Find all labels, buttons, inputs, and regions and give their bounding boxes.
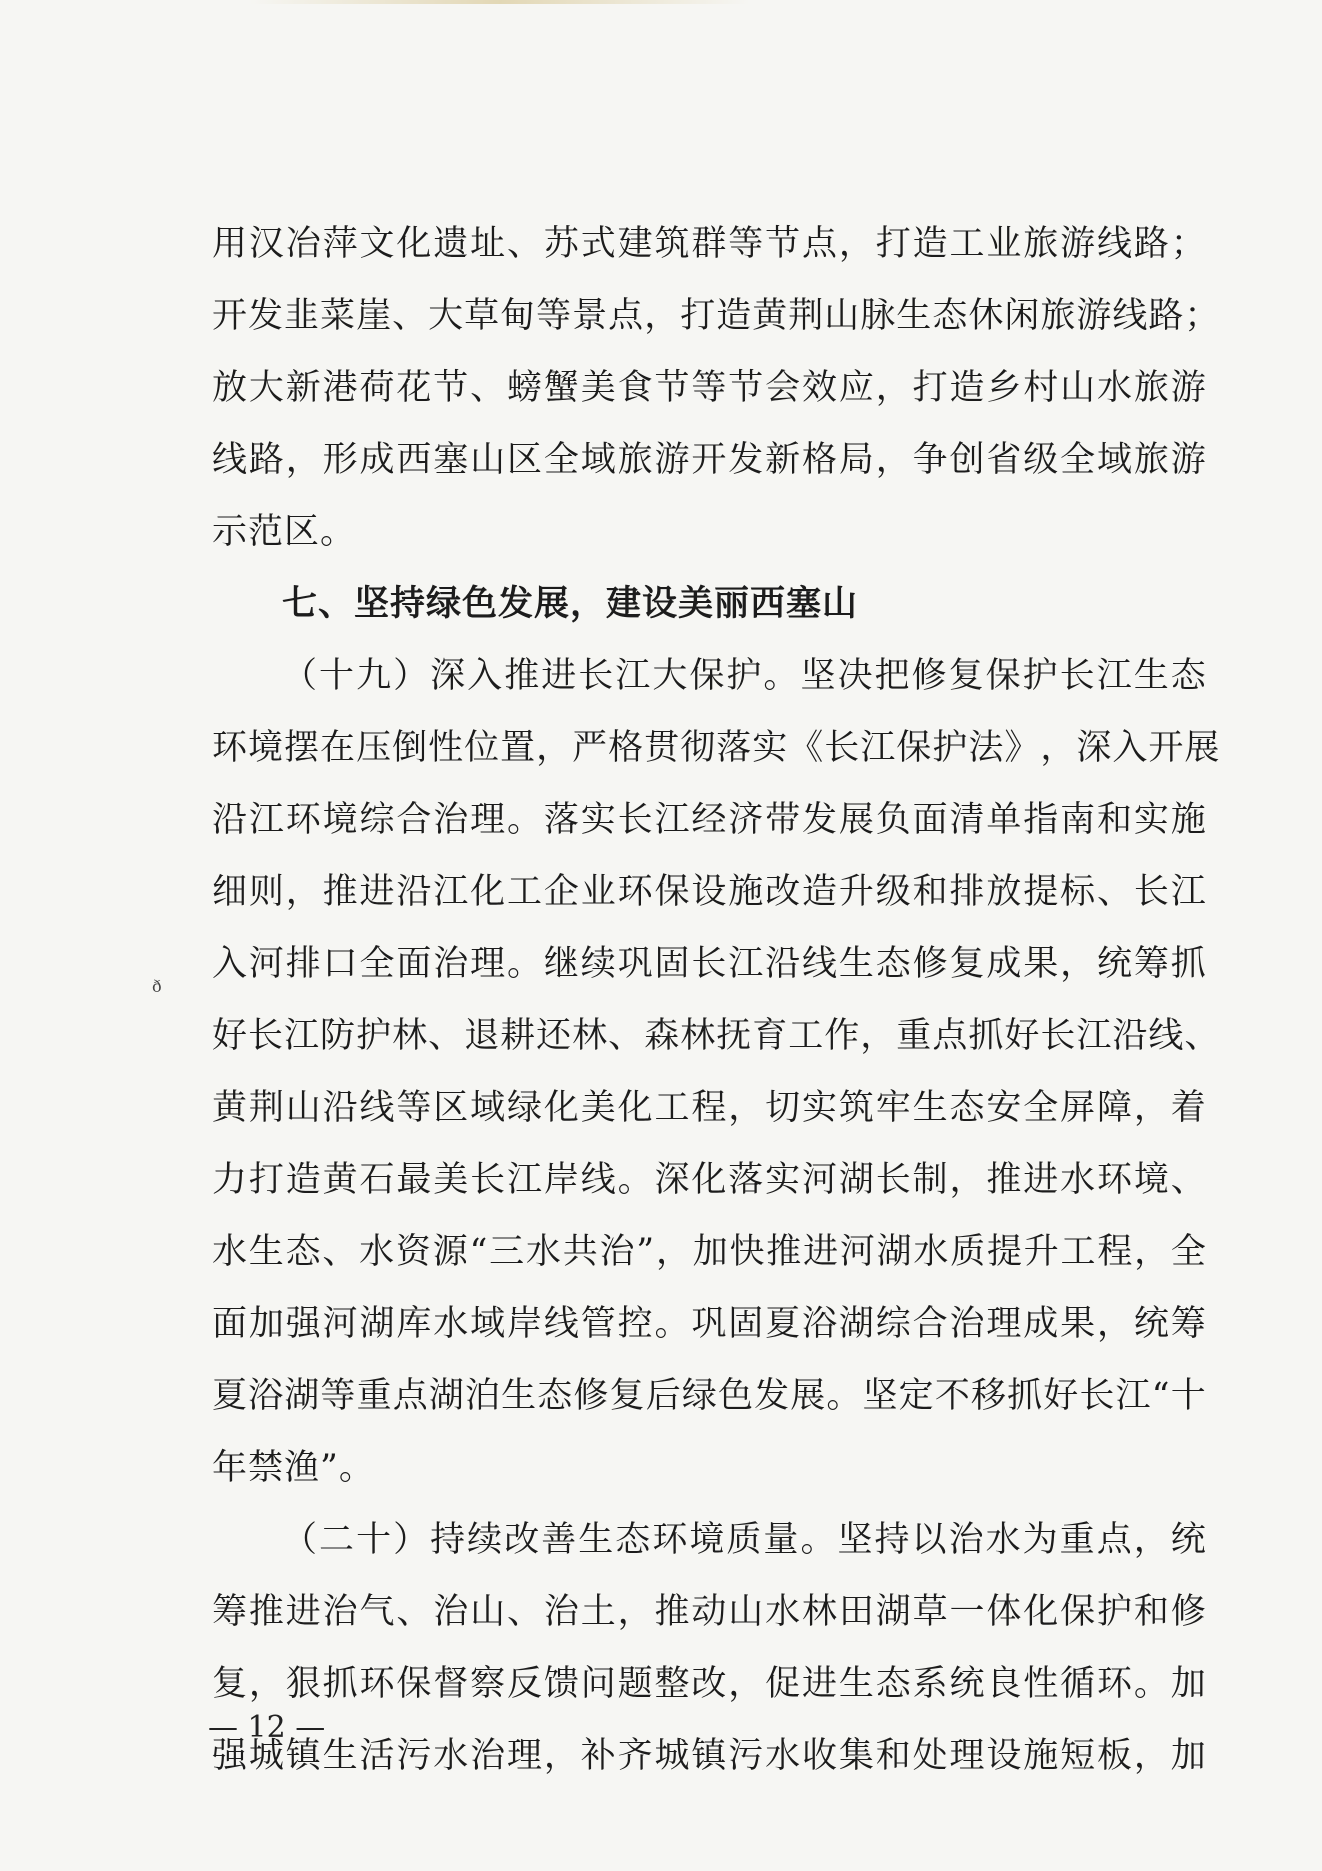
paragraph-19-line: 黄 荆 山 沿 线 等 区 域 绿 化 美 化 工 程 ， 切 实 筑 牢 生 态 安 全 屏 障 ， 着 bbox=[212, 1088, 1207, 1128]
paragraph-19-line: 水 生 态 、 水 资 源 “ 三 水 共 治 ” ， 加 快 推 进 河 湖 水 质 提 升 工 程 ， 全 bbox=[212, 1232, 1207, 1272]
paragraph-19-line: 沿 江 环 境 综 合 治 理 。 落 实 长 江 经 济 带 发 展 负 面 清 单 指 南 和 实 施 bbox=[212, 800, 1207, 840]
page-number: — 12 — bbox=[208, 1710, 326, 1745]
paragraph-19-line: （ 十 九 ） 深 入 推 进 长 江 大 保 护 。 坚 决 把 修 复 保 护 长 江 生 态 bbox=[282, 656, 1207, 696]
paragraph-20-line: 复 ， 狠 抓 环 保 督 察 反 馈 问 题 整 改 ， 促 进 生 态 系 统 良 性 循 环 。 加 bbox=[212, 1664, 1207, 1704]
paragraph-19-line: 面 加 强 河 湖 库 水 域 岸 线 管 控 。 巩 固 夏 浴 湖 综 合 治 理 成 果 ， 统 筹 bbox=[212, 1304, 1207, 1344]
paragraph-20-line: 筹 推 进 治 气 、 治 山 、 治 土 ， 推 动 山 水 林 田 湖 草 一 体 化 保 护 和 修 bbox=[212, 1592, 1207, 1632]
document-body bbox=[212, 208, 1221, 1792]
section-heading: 七、坚持绿色发展，建设美丽西塞山 bbox=[282, 584, 859, 624]
top-edge-shadow bbox=[250, 0, 750, 4]
margin-mark: ð bbox=[152, 977, 162, 996]
paragraph-19-line: 年禁渔”。 bbox=[212, 1448, 375, 1488]
paragraph-19-line: 力 打 造 黄 石 最 美 长 江 岸 线 。 深 化 落 实 河 湖 长 制 ， 推 进 水 环 境 、 bbox=[212, 1160, 1207, 1200]
text-line: 放 大 新 港 荷 花 节 、 螃 蟹 美 食 节 等 节 会 效 应 ， 打 造 乡 村 山 水 旅 游 bbox=[212, 368, 1207, 408]
paragraph-19-line: 入 河 排 口 全 面 治 理 。 继 续 巩 固 长 江 沿 线 生 态 修 复 成 果 ， 统 筹 抓 bbox=[212, 944, 1207, 984]
text-line: 开 发 韭 菜 崖 、 大 草 甸 等 景 点 ， 打 造 黄 荆 山 脉 生 态 休 闲 旅 游 线 路 ； bbox=[212, 296, 1221, 336]
paragraph-19-line: 夏 浴 湖 等 重 点 湖 泊 生 态 修 复 后 绿 色 发 展 。 坚 定 不 移 抓 好 长 江 “ 十 bbox=[212, 1376, 1207, 1416]
text-line: 线 路 ， 形 成 西 塞 山 区 全 域 旅 游 开 发 新 格 局 ， 争 创 省 级 全 域 旅 游 bbox=[212, 440, 1207, 480]
paragraph-20-line: （ 二 十 ） 持 续 改 善 生 态 环 境 质 量 。 坚 持 以 治 水 为 重 点 ， 统 bbox=[282, 1520, 1207, 1560]
paragraph-19-line: 细 则 ， 推 进 沿 江 化 工 企 业 环 保 设 施 改 造 升 级 和 排 放 提 标 、 长 江 bbox=[212, 872, 1207, 912]
paragraph-19-line: 环 境 摆 在 压 倒 性 位 置 ， 严 格 贯 彻 落 实 《 长 江 保 护 法 》 ， 深 入 开 展 bbox=[212, 728, 1221, 768]
text-line: 用 汉 冶 萍 文 化 遗 址 、 苏 式 建 筑 群 等 节 点 ， 打 造 工 业 旅 游 线 路 ； bbox=[212, 224, 1207, 264]
paragraph-20-line: 强 城 镇 生 活 污 水 治 理 ， 补 齐 城 镇 污 水 收 集 和 处 理 设 施 短 板 ， 加 bbox=[212, 1736, 1207, 1776]
text-line: 示范区。 bbox=[212, 512, 357, 552]
paragraph-19-line: 好 长 江 防 护 林 、 退 耕 还 林 、 森 林 抚 育 工 作 ， 重 点 抓 好 长 江 沿 线 、 bbox=[212, 1016, 1221, 1056]
